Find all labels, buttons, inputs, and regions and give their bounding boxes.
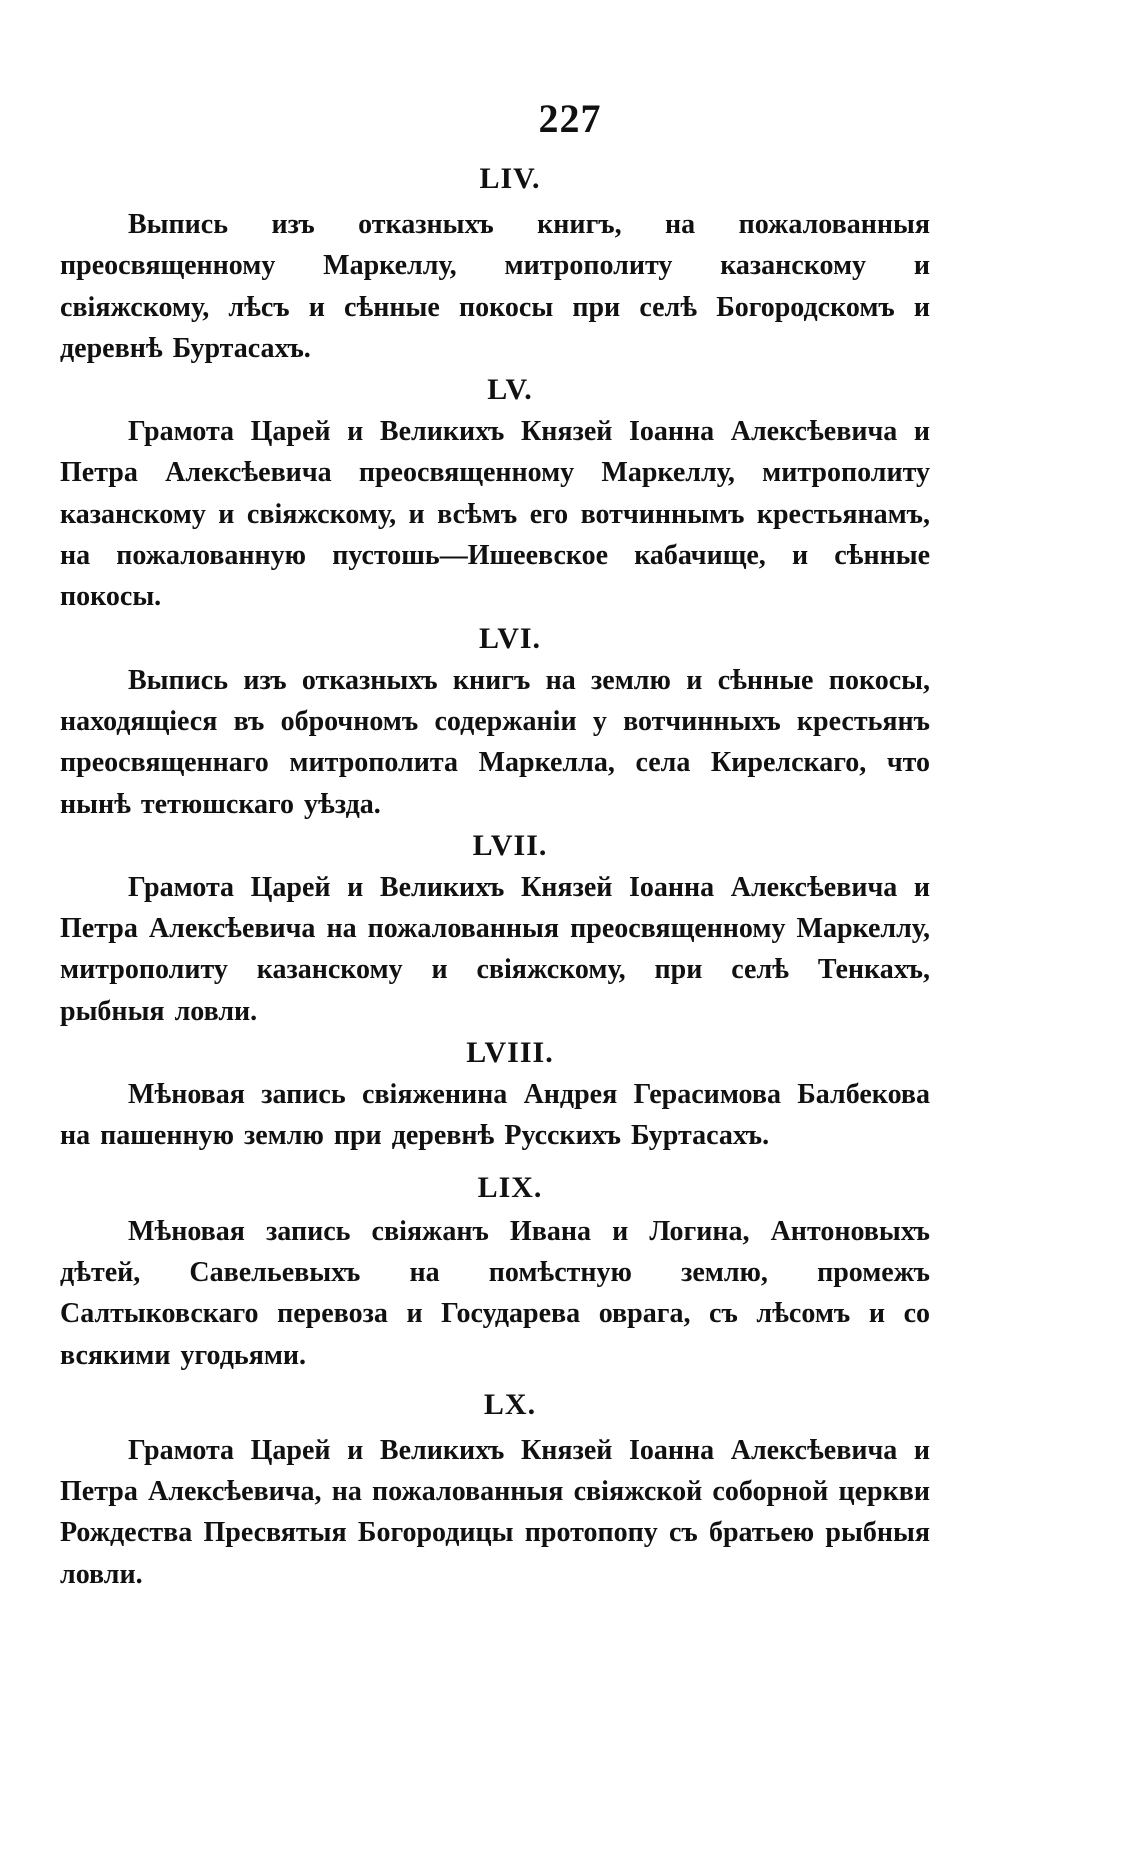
section-text: Грамота Царей и Великихъ Князей Іоанна Алексѣевича и Петра Алексѣевича, на пожалованныя свіяжской соборной церкви Рождества Пресвятыя Богородицы протопопу съ братьею рыбныя ловли. (60, 1434, 930, 1590)
section-heading: LX. (483, 1387, 537, 1421)
section-lix (60, 1169, 930, 1376)
section-heading: LVI. (478, 621, 542, 655)
section-heading: LVIII. (466, 1036, 554, 1070)
section-lv (60, 371, 930, 617)
section-liv (60, 160, 930, 369)
section-heading: LV. (487, 373, 533, 407)
section-lviii (60, 1034, 930, 1157)
section-text: Грамота Царей и Великихъ Князей Іоанна Алексѣевича и Петра Алексѣевича преосвященному Маркеллу, митрополиту казанскому и свіяжскому, и всѣмъ его вотчиннымъ крестьянамъ, на пожалованную пустошь—Ишеевское кабачище, и сѣнные покосы. (60, 416, 930, 613)
section-heading: LIX. (477, 1170, 543, 1204)
section-text: Мѣновая запись свіяженина Андрея Герасимова Балбекова на пашенную землю при деревнѣ Русскихъ Буртасахъ. (60, 1079, 930, 1152)
section-lvi (60, 620, 930, 825)
section-heading: LIV. (479, 162, 541, 195)
section-text: Выпись изъ отказныхъ книгъ на землю и сѣнные покосы, находящіеся въ оброчномъ содержаніи у вотчинныхъ крестьянъ преосвященнаго митрополита Маркелла, села Кирелскаго, что нынѣ тетюшскаго уѣзда. (60, 664, 930, 820)
section-text: Грамота Царей и Великихъ Князей Іоанна Алексѣевича и Петра Алексѣевича на пожалованныя преосвященному Маркеллу, митрополиту казанскому и свіяжскому, при селѣ Тенкахъ, рыбныя ловли. (60, 871, 930, 1027)
section-text: Выпись изъ отказныхъ книгъ, на пожалованныя преосвященному Маркеллу, митрополиту казанскому и свіяжскому, лѣсъ и сѣнные покосы при селѣ Богородскомъ и деревнѣ Буртасахъ. (60, 209, 930, 364)
page-number: 227 (538, 96, 602, 141)
section-text: Мѣновая запись свіяжанъ Ивана и Логина, Антоновыхъ дѣтей, Савельевыхъ на помѣстную землю, промежъ Салтыковскаго перевоза и Государева оврага, съ лѣсомъ и со всякими угодьями. (60, 1215, 930, 1371)
section-lvii (60, 827, 930, 1032)
section-heading: LVII. (472, 828, 548, 862)
document-body (60, 160, 930, 1595)
section-lx (60, 1386, 930, 1595)
